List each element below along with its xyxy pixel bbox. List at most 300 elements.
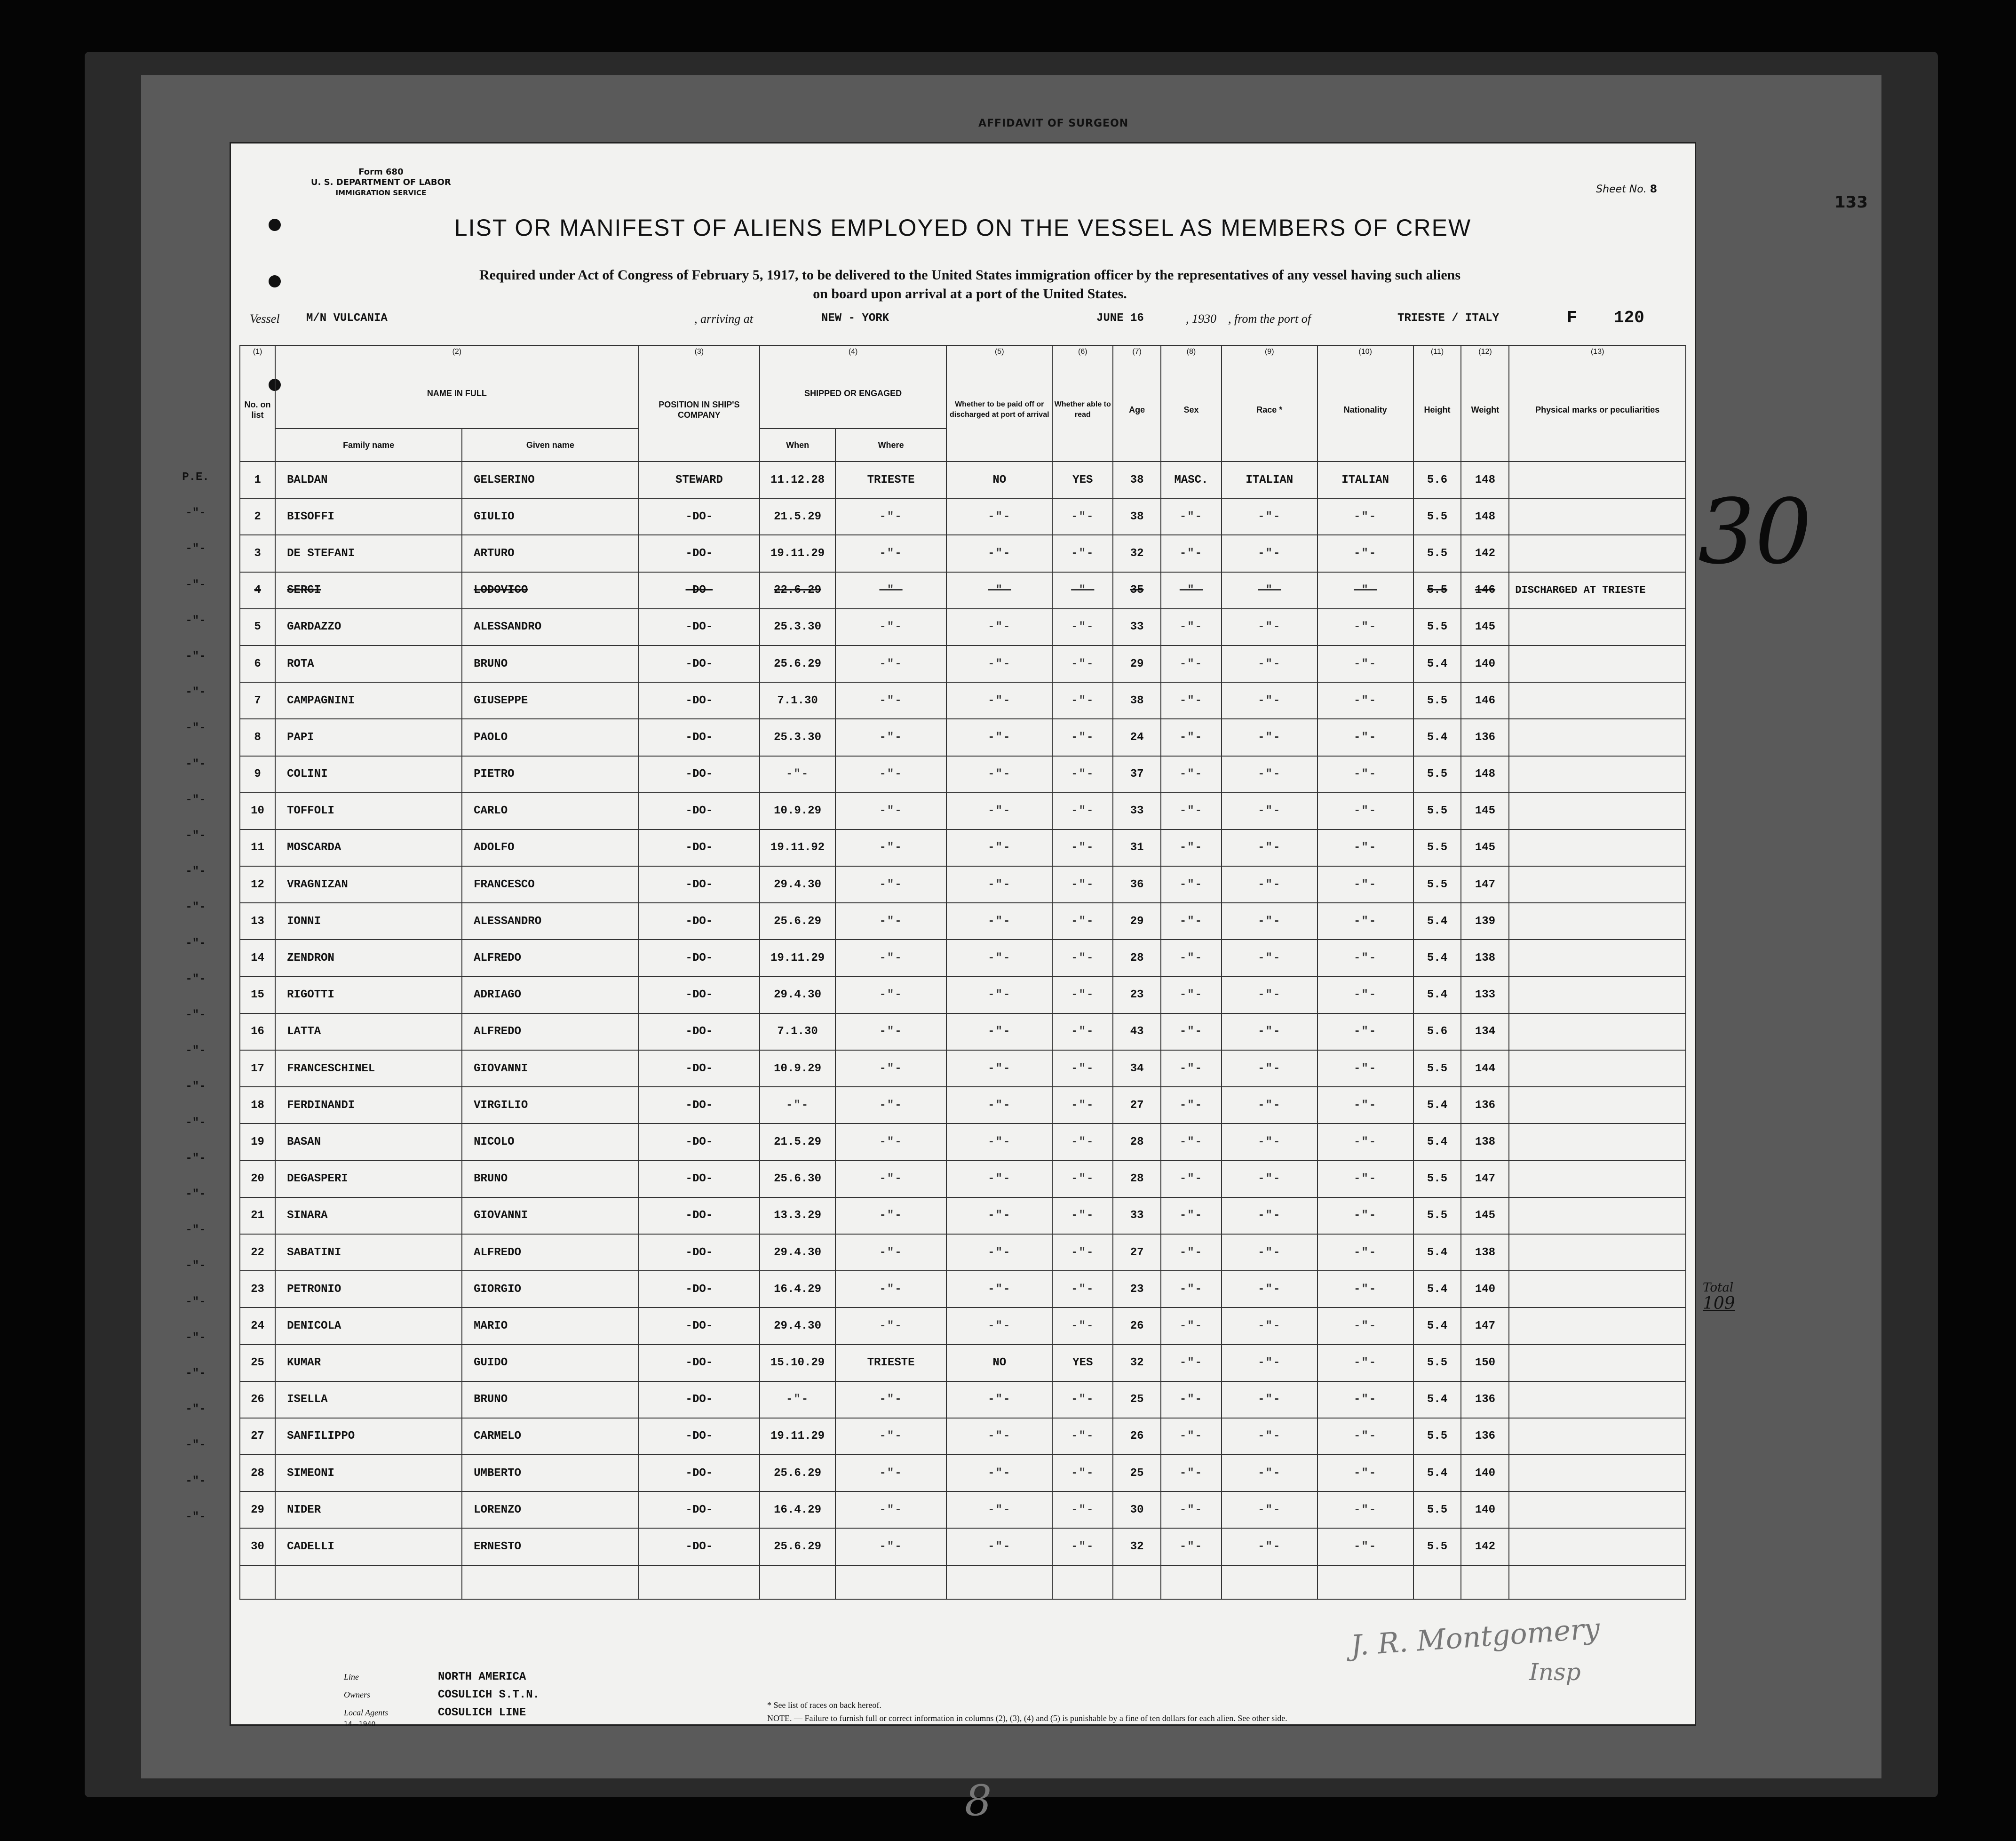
table-row: [240, 940, 1686, 976]
position-cell: -DO-: [639, 498, 760, 535]
paid-off-cell: -"-: [946, 1161, 1052, 1197]
marks-cell: [1509, 535, 1686, 572]
affidavit-heading: AFFIDAVIT OF SURGEON: [978, 118, 1129, 129]
race-cell: -"-: [1222, 1161, 1318, 1197]
able-read-cell: -"-: [1052, 1197, 1113, 1234]
sex-cell: -"-: [1161, 940, 1222, 976]
marks-cell: [1509, 609, 1686, 646]
able-read-cell: -"-: [1052, 866, 1113, 903]
margin-mark: -"-: [185, 865, 206, 878]
position-cell: -DO-: [639, 1197, 760, 1234]
age-cell: 34: [1113, 1050, 1161, 1087]
given-name-cell: ALFREDO: [462, 940, 639, 976]
when-cell: 22.6.29: [760, 572, 835, 609]
footnotes: [767, 1698, 1287, 1725]
height-cell: 5.5: [1413, 572, 1461, 609]
family-name-cell: IONNI: [275, 903, 462, 940]
paid-off-cell: -"-: [946, 1455, 1052, 1491]
age-cell: 32: [1113, 1345, 1161, 1381]
nationality-cell: -"-: [1318, 1161, 1413, 1197]
paid-off-cell: -"-: [946, 535, 1052, 572]
paid-off-cell: -"-: [946, 977, 1052, 1013]
table-row: [240, 1124, 1686, 1160]
table-row: [240, 646, 1686, 682]
height-cell: 5.4: [1413, 1307, 1461, 1344]
sex-cell: -"-: [1161, 1307, 1222, 1344]
age-cell: 36: [1113, 866, 1161, 903]
height-cell: 5.5: [1413, 1528, 1461, 1565]
given-name-cell: FRANCESCO: [462, 866, 639, 903]
weight-cell: 147: [1461, 1161, 1509, 1197]
table-row: [240, 682, 1686, 719]
vessel-value: M/N VULCANIA: [306, 312, 388, 325]
when-cell: 29.4.30: [760, 977, 835, 1013]
no-cell: 15: [240, 977, 275, 1013]
height-cell: 5.5: [1413, 1050, 1461, 1087]
able-read-cell: -"-: [1052, 1455, 1113, 1491]
sex-cell: -"-: [1161, 1418, 1222, 1455]
given-name-cell: PAOLO: [462, 719, 639, 756]
sex-cell: -"-: [1161, 609, 1222, 646]
department: U. S. DEPARTMENT OF LABOR: [311, 177, 451, 187]
race-cell: -"-: [1222, 1124, 1318, 1160]
age-cell: 26: [1113, 1418, 1161, 1455]
table-row: [240, 572, 1686, 609]
height-cell: 5.5: [1413, 1197, 1461, 1234]
weight-cell: 136: [1461, 1381, 1509, 1418]
where-cell: -"-: [835, 1050, 946, 1087]
family-name-cell: CADELLI: [275, 1528, 462, 1565]
family-name-cell: LATTA: [275, 1013, 462, 1050]
age-header: Age: [1113, 358, 1161, 462]
table-row: [240, 498, 1686, 535]
race-cell: -"-: [1222, 498, 1318, 535]
sex-cell: -"-: [1161, 793, 1222, 829]
when-cell: 19.11.29: [760, 940, 835, 976]
height-cell: 5.5: [1413, 793, 1461, 829]
form-code: 14—1940: [344, 1721, 376, 1728]
paid-off-cell: -"-: [946, 1528, 1052, 1565]
weight-cell: 136: [1461, 1418, 1509, 1455]
page-subtitle: [259, 266, 1681, 303]
margin-mark: -"-: [185, 1295, 206, 1308]
given-name-cell: CARMELO: [462, 1418, 639, 1455]
marks-cell: [1509, 719, 1686, 756]
arrival-date: JUNE 16: [1096, 312, 1144, 325]
family-name-cell: SERGI: [275, 572, 462, 609]
given-name-header: Given name: [462, 429, 639, 462]
given-name-cell: GUIDO: [462, 1345, 639, 1381]
height-cell: 5.4: [1413, 1234, 1461, 1271]
age-cell: 28: [1113, 940, 1161, 976]
weight-cell: 147: [1461, 866, 1509, 903]
sex-cell: -"-: [1161, 756, 1222, 793]
paid-off-cell: NO: [946, 462, 1052, 498]
nationality-cell: -"-: [1318, 1307, 1413, 1344]
when-cell: 25.6.29: [760, 903, 835, 940]
marks-cell: [1509, 498, 1686, 535]
weight-cell: 146: [1461, 572, 1509, 609]
given-name-cell: ADRIAGO: [462, 977, 639, 1013]
page-mark: 8: [965, 1776, 992, 1825]
height-cell: 5.5: [1413, 1345, 1461, 1381]
no-cell: 12: [240, 866, 275, 903]
col-num-4: (4): [760, 345, 946, 358]
able-read-cell: -"-: [1052, 940, 1113, 976]
weight-cell: 140: [1461, 1271, 1509, 1307]
col-num-2: (2): [275, 345, 639, 358]
family-name-cell: SINARA: [275, 1197, 462, 1234]
given-name-cell: GIOVANNI: [462, 1197, 639, 1234]
race-cell: -"-: [1222, 535, 1318, 572]
age-cell: 23: [1113, 977, 1161, 1013]
col-num-13: (13): [1509, 345, 1686, 358]
paid-off-header: Whether to be paid off or discharged at port of arrival: [946, 358, 1052, 462]
race-cell: -"-: [1222, 1013, 1318, 1050]
paid-off-cell: -"-: [946, 572, 1052, 609]
margin-mark: -"-: [185, 1331, 206, 1344]
col-num-12: (12): [1461, 345, 1509, 358]
when-cell: -"-: [760, 1087, 835, 1124]
table-row: [240, 1161, 1686, 1197]
position-cell: -DO-: [639, 1381, 760, 1418]
age-cell: 29: [1113, 903, 1161, 940]
form-info: [311, 167, 451, 198]
sex-cell: -"-: [1161, 498, 1222, 535]
margin-mark: -"-: [185, 1152, 206, 1165]
table-row: [240, 1197, 1686, 1234]
agents-label: Local Agents: [344, 1708, 389, 1717]
race-cell: -"-: [1222, 1345, 1318, 1381]
age-cell: 32: [1113, 1528, 1161, 1565]
table-row: [240, 1491, 1686, 1528]
paid-off-cell: -"-: [946, 903, 1052, 940]
margin-mark: -"-: [185, 1259, 206, 1273]
height-cell: 5.5: [1413, 682, 1461, 719]
blank-cell: [946, 1565, 1052, 1599]
no-cell: 21: [240, 1197, 275, 1234]
family-name-cell: PETRONIO: [275, 1271, 462, 1307]
table-row: [240, 866, 1686, 903]
height-cell: 5.4: [1413, 1124, 1461, 1160]
col-num-9: (9): [1222, 345, 1318, 358]
given-name-cell: ALESSANDRO: [462, 903, 639, 940]
given-name-cell: LORENZO: [462, 1491, 639, 1528]
when-cell: 21.5.29: [760, 1124, 835, 1160]
line-value: NORTH AMERICA: [438, 1671, 526, 1683]
when-cell: 7.1.30: [760, 1013, 835, 1050]
marks-cell: [1509, 940, 1686, 976]
family-name-cell: DE STEFANI: [275, 535, 462, 572]
no-cell: 11: [240, 829, 275, 866]
weight-cell: 148: [1461, 756, 1509, 793]
arriving-label: , arriving at: [694, 312, 753, 326]
able-read-cell: -"-: [1052, 1307, 1113, 1344]
no-cell: 8: [240, 719, 275, 756]
no-cell: 25: [240, 1345, 275, 1381]
weight-cell: 148: [1461, 498, 1509, 535]
race-cell: -"-: [1222, 572, 1318, 609]
able-read-cell: -"-: [1052, 609, 1113, 646]
race-cell: -"-: [1222, 1050, 1318, 1087]
where-cell: -"-: [835, 1124, 946, 1160]
weight-cell: 145: [1461, 609, 1509, 646]
margin-mark: -"-: [185, 578, 206, 591]
weight-cell: 138: [1461, 1234, 1509, 1271]
age-cell: 30: [1113, 1491, 1161, 1528]
height-cell: 5.4: [1413, 903, 1461, 940]
position-cell: -DO-: [639, 1345, 760, 1381]
weight-cell: 140: [1461, 1491, 1509, 1528]
weight-cell: 148: [1461, 462, 1509, 498]
age-cell: 33: [1113, 609, 1161, 646]
age-cell: 31: [1113, 829, 1161, 866]
table-row: [240, 1271, 1686, 1307]
paid-off-cell: -"-: [946, 1491, 1052, 1528]
marks-cell: [1509, 1491, 1686, 1528]
given-name-cell: ARTURO: [462, 535, 639, 572]
height-cell: 5.4: [1413, 940, 1461, 976]
col-num-10: (10): [1318, 345, 1413, 358]
position-cell: -DO-: [639, 1124, 760, 1160]
height-cell: 5.4: [1413, 1381, 1461, 1418]
paid-off-cell: -"-: [946, 609, 1052, 646]
no-cell: 6: [240, 646, 275, 682]
margin-mark: -"-: [185, 650, 206, 663]
nationality-cell: -"-: [1318, 646, 1413, 682]
family-name-cell: SABATINI: [275, 1234, 462, 1271]
blank-cell: [462, 1565, 639, 1599]
age-cell: 43: [1113, 1013, 1161, 1050]
blank-row: [240, 1565, 1686, 1599]
family-name-cell: PAPI: [275, 719, 462, 756]
sex-cell: -"-: [1161, 866, 1222, 903]
sex-cell: -"-: [1161, 682, 1222, 719]
sex-cell: -"-: [1161, 829, 1222, 866]
nationality-cell: -"-: [1318, 1455, 1413, 1491]
paid-off-cell: -"-: [946, 1307, 1052, 1344]
able-read-cell: -"-: [1052, 1381, 1113, 1418]
height-cell: 5.5: [1413, 1418, 1461, 1455]
family-name-cell: NIDER: [275, 1491, 462, 1528]
crew-table-body: [240, 462, 1686, 1599]
family-name-cell: SANFILIPPO: [275, 1418, 462, 1455]
weight-cell: 136: [1461, 719, 1509, 756]
nationality-cell: -"-: [1318, 940, 1413, 976]
marks-cell: [1509, 977, 1686, 1013]
position-cell: -DO-: [639, 646, 760, 682]
given-name-cell: GIORGIO: [462, 1271, 639, 1307]
no-cell: 14: [240, 940, 275, 976]
sex-cell: -"-: [1161, 572, 1222, 609]
where-cell: -"-: [835, 1528, 946, 1565]
no-cell: 2: [240, 498, 275, 535]
no-cell: 22: [240, 1234, 275, 1271]
no-on-list-header: No. on list: [240, 358, 275, 462]
nationality-header: Nationality: [1318, 358, 1413, 462]
margin-mark: -"-: [185, 1367, 206, 1380]
when-cell: 29.4.30: [760, 1234, 835, 1271]
sex-cell: -"-: [1161, 1381, 1222, 1418]
able-read-cell: -"-: [1052, 1161, 1113, 1197]
position-cell: -DO-: [639, 1013, 760, 1050]
where-cell: -"-: [835, 1381, 946, 1418]
weight-cell: 138: [1461, 940, 1509, 976]
able-read-cell: -"-: [1052, 1528, 1113, 1565]
where-cell: -"-: [835, 572, 946, 609]
family-name-cell: BALDAN: [275, 462, 462, 498]
sex-cell: -"-: [1161, 1161, 1222, 1197]
when-cell: 10.9.29: [760, 1050, 835, 1087]
height-cell: 5.4: [1413, 1455, 1461, 1491]
position-cell: -DO-: [639, 1418, 760, 1455]
age-cell: 28: [1113, 1161, 1161, 1197]
where-cell: -"-: [835, 1271, 946, 1307]
weight-cell: 136: [1461, 1087, 1509, 1124]
weight-cell: 144: [1461, 1050, 1509, 1087]
race-cell: -"-: [1222, 866, 1318, 903]
where-cell: -"-: [835, 682, 946, 719]
nationality-cell: -"-: [1318, 1124, 1413, 1160]
weight-cell: 146: [1461, 682, 1509, 719]
given-name-cell: ALFREDO: [462, 1013, 639, 1050]
when-cell: 25.3.30: [760, 719, 835, 756]
age-cell: 28: [1113, 1124, 1161, 1160]
table-row: [240, 1087, 1686, 1124]
able-read-cell: -"-: [1052, 977, 1113, 1013]
able-read-cell: -"-: [1052, 1087, 1113, 1124]
shipped-header: SHIPPED OR ENGAGED: [760, 358, 946, 429]
marks-cell: [1509, 1234, 1686, 1271]
weight-cell: 140: [1461, 646, 1509, 682]
margin-mark: -"-: [185, 829, 206, 842]
name-in-full-header: NAME IN FULL: [275, 358, 639, 429]
able-read-cell: -"-: [1052, 535, 1113, 572]
blank-cell: [1222, 1565, 1318, 1599]
weight-cell: 133: [1461, 977, 1509, 1013]
when-cell: 25.3.30: [760, 609, 835, 646]
age-cell: 27: [1113, 1087, 1161, 1124]
margin-mark: -"-: [185, 614, 206, 627]
where-cell: -"-: [835, 1307, 946, 1344]
no-cell: 9: [240, 756, 275, 793]
family-name-cell: CAMPAGNINI: [275, 682, 462, 719]
when-cell: 16.4.29: [760, 1271, 835, 1307]
when-cell: -"-: [760, 756, 835, 793]
when-cell: 25.6.29: [760, 1455, 835, 1491]
marks-cell: [1509, 756, 1686, 793]
paid-off-cell: -"-: [946, 1381, 1052, 1418]
paid-off-cell: -"-: [946, 829, 1052, 866]
paid-off-cell: -"-: [946, 793, 1052, 829]
position-cell: -DO-: [639, 1528, 760, 1565]
nationality-cell: -"-: [1318, 903, 1413, 940]
when-header: When: [760, 429, 835, 462]
margin-mark: -"-: [185, 1403, 206, 1416]
sex-cell: -"-: [1161, 903, 1222, 940]
race-cell: -"-: [1222, 1271, 1318, 1307]
marks-cell: [1509, 682, 1686, 719]
when-cell: 19.11.29: [760, 535, 835, 572]
marks-cell: [1509, 1197, 1686, 1234]
family-name-cell: DEGASPERI: [275, 1161, 462, 1197]
position-cell: -DO-: [639, 1050, 760, 1087]
nationality-cell: -"-: [1318, 682, 1413, 719]
blank-cell: [1461, 1565, 1509, 1599]
sex-cell: -"-: [1161, 1455, 1222, 1491]
margin-mark: -"-: [185, 1009, 206, 1021]
paid-off-cell: -"-: [946, 1050, 1052, 1087]
table-row: [240, 1528, 1686, 1565]
table-row: [240, 535, 1686, 572]
height-cell: 5.6: [1413, 1013, 1461, 1050]
age-cell: 38: [1113, 682, 1161, 719]
height-cell: 5.4: [1413, 1271, 1461, 1307]
sex-cell: -"-: [1161, 1013, 1222, 1050]
nationality-cell: -"-: [1318, 1013, 1413, 1050]
given-name-cell: PIETRO: [462, 756, 639, 793]
margin-mark: -"-: [185, 937, 206, 950]
weight-cell: 138: [1461, 1124, 1509, 1160]
sheet-label: Sheet No.: [1596, 183, 1647, 195]
where-cell: -"-: [835, 535, 946, 572]
position-cell: -DO-: [639, 572, 760, 609]
no-cell: 24: [240, 1307, 275, 1344]
where-cell: -"-: [835, 756, 946, 793]
paid-off-cell: -"-: [946, 498, 1052, 535]
paid-off-cell: -"-: [946, 682, 1052, 719]
position-header: POSITION IN SHIP'S COMPANY: [639, 358, 760, 462]
race-cell: -"-: [1222, 793, 1318, 829]
race-cell: -"-: [1222, 1087, 1318, 1124]
blank-cell: [1113, 1565, 1161, 1599]
margin-mark: -"-: [185, 1474, 206, 1488]
marks-cell: [1509, 1381, 1686, 1418]
given-name-cell: GELSERINO: [462, 462, 639, 498]
weight-cell: 145: [1461, 793, 1509, 829]
family-name-cell: RIGOTTI: [275, 977, 462, 1013]
paid-off-cell: -"-: [946, 866, 1052, 903]
margin-mark: -"-: [185, 1044, 206, 1058]
table-row: [240, 1307, 1686, 1344]
where-cell: -"-: [835, 866, 946, 903]
given-name-cell: ADOLFO: [462, 829, 639, 866]
subtitle-line-2: on board upon arrival at a port of the United States.: [813, 286, 1127, 302]
given-name-cell: GIUSEPPE: [462, 682, 639, 719]
no-cell: 26: [240, 1381, 275, 1418]
when-cell: 29.4.30: [760, 1307, 835, 1344]
position-cell: -DO-: [639, 1234, 760, 1271]
race-cell: -"-: [1222, 977, 1318, 1013]
given-name-cell: BRUNO: [462, 646, 639, 682]
where-cell: -"-: [835, 940, 946, 976]
where-cell: -"-: [835, 903, 946, 940]
paid-off-cell: -"-: [946, 1197, 1052, 1234]
where-cell: -"-: [835, 1087, 946, 1124]
family-name-cell: BISOFFI: [275, 498, 462, 535]
weight-cell: 140: [1461, 1455, 1509, 1491]
marks-cell: [1509, 829, 1686, 866]
when-cell: 19.11.92: [760, 829, 835, 866]
col-num-11: (11): [1413, 345, 1461, 358]
table-row: [240, 719, 1686, 756]
sex-cell: MASC.: [1161, 462, 1222, 498]
race-cell: -"-: [1222, 1528, 1318, 1565]
height-cell: 5.5: [1413, 498, 1461, 535]
race-cell: -"-: [1222, 1455, 1318, 1491]
race-cell: -"-: [1222, 1197, 1318, 1234]
race-cell: -"-: [1222, 1418, 1318, 1455]
